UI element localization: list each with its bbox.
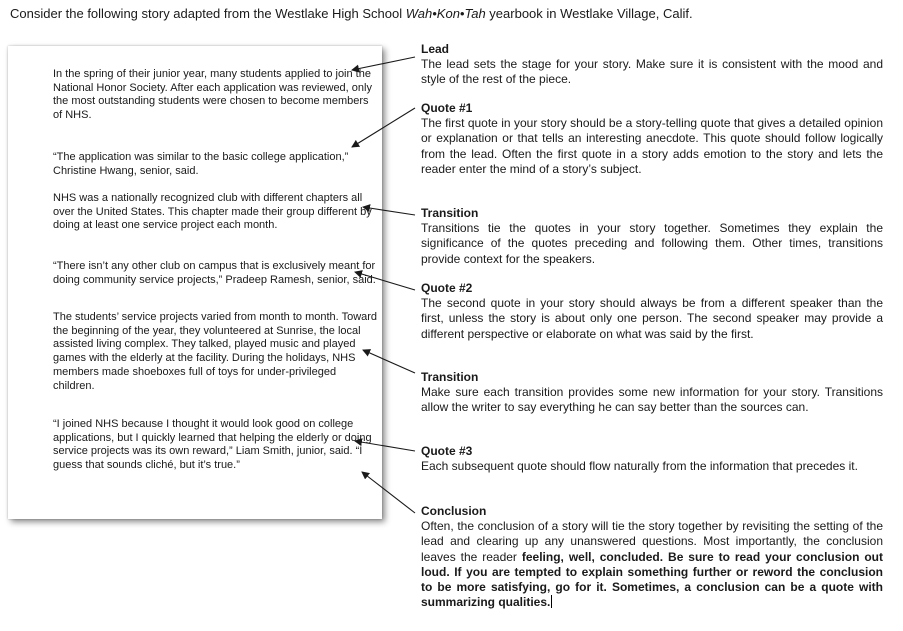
note-body-regular: Often, the conclusion of a story will tie the story together by revisiting the setting of the lead and clearing up any unanswered questions. Most importantly, the conclusion leaves the reader xyxy=(421,519,883,564)
note-quote-2 xyxy=(421,281,883,342)
story-lead: In the spring of their junior year, many students applied to join the National Honor Society. After each application was reviewed, only the most outstanding students were chosen to become members of NHS. xyxy=(53,68,372,122)
note-heading: Quote #1 xyxy=(421,101,473,115)
note-heading: Transition xyxy=(421,206,479,220)
note-quote-1 xyxy=(421,101,883,177)
note-transition-1 xyxy=(421,206,883,267)
note-transition-2 xyxy=(421,370,883,416)
note-quote-3 xyxy=(421,444,883,474)
note-body: The first quote in your story should be a story-telling quote that gives a detailed opinion or explanation or that tells an interesting anecdote. This quote should follow logically from the lead. Often the first quote in a story adds emotion to the story and lets the reader enter the mind of a story’s subject. xyxy=(421,116,883,176)
note-body: Transitions tie the quotes in your story together. Sometimes they explain the significance of the quotes preceding and following them. Other times, transitions provide context for the speakers. xyxy=(421,221,883,266)
note-conclusion xyxy=(421,504,883,610)
note-body: Make sure each transition provides some new information for your story. Transitions allow the writer to say everything he can say better than the sources can. xyxy=(421,385,883,415)
intro-after: yearbook in Westlake Village, Calif. xyxy=(485,6,693,21)
intro-before: Consider the following story adapted from the Westlake High School xyxy=(10,6,406,21)
note-heading: Quote #3 xyxy=(421,444,473,458)
yearbook-title: Wah•Kon•Tah xyxy=(405,6,486,21)
story-quote-1: “The application was similar to the basic college application,” Christine Hwang, senior, said. xyxy=(53,151,349,177)
note-body: Each subsequent quote should flow naturally from the information that precedes it. xyxy=(421,459,858,474)
story-quote-3: “I joined NHS because I thought it would look good on college applications, but I quickly learned that helping the elderly or doing service projects was its own reward,” Liam Smith, junior, said. “I guess that sounds cliché, but it’s true.” xyxy=(53,418,372,472)
story-transition-2: The students’ service projects varied from month to month. Toward the beginning of the year, they volunteered at Sunrise, the local assisted living complex. They talked, played music and played games with the elderly at the facility. During the holidays, NHS members made shoeboxes full of toys for under-privileged children. xyxy=(53,311,378,392)
text-cursor xyxy=(551,595,552,608)
note-heading: Lead xyxy=(421,42,450,56)
note-heading: Transition xyxy=(421,370,479,384)
note-body xyxy=(421,519,883,610)
note-body-bold: feeling, well, concluded. Be sure to read your conclusion out loud. If you are tempted to explain something further or reword the conclusion to be more satisfying, go for it. Sometimes, a conclusion can be a quote with summarizing qualities. xyxy=(421,549,883,610)
story-transition-1: NHS was a nationally recognized club with different chapters all over the United States. This chapter made their group different by doing at least one service project each month. xyxy=(53,192,372,232)
story-quote-2: “There isn’t any other club on campus that is exclusively meant for doing community service projects,” Pradeep Ramesh, senior, said. xyxy=(53,260,376,286)
intro-text xyxy=(10,6,895,22)
note-heading: Conclusion xyxy=(421,504,487,518)
note-lead xyxy=(421,42,883,88)
note-body: The second quote in your story should always be from a different speaker than the first, unless the story is about only one person. The second speaker may provide a different perspective or elaborate on what was said by the first. xyxy=(421,296,883,341)
note-body: The lead sets the stage for your story. Make sure it is consistent with the mood and style of the rest of the piece. xyxy=(421,57,883,87)
note-heading: Quote #2 xyxy=(421,281,473,295)
story-card xyxy=(8,46,382,519)
